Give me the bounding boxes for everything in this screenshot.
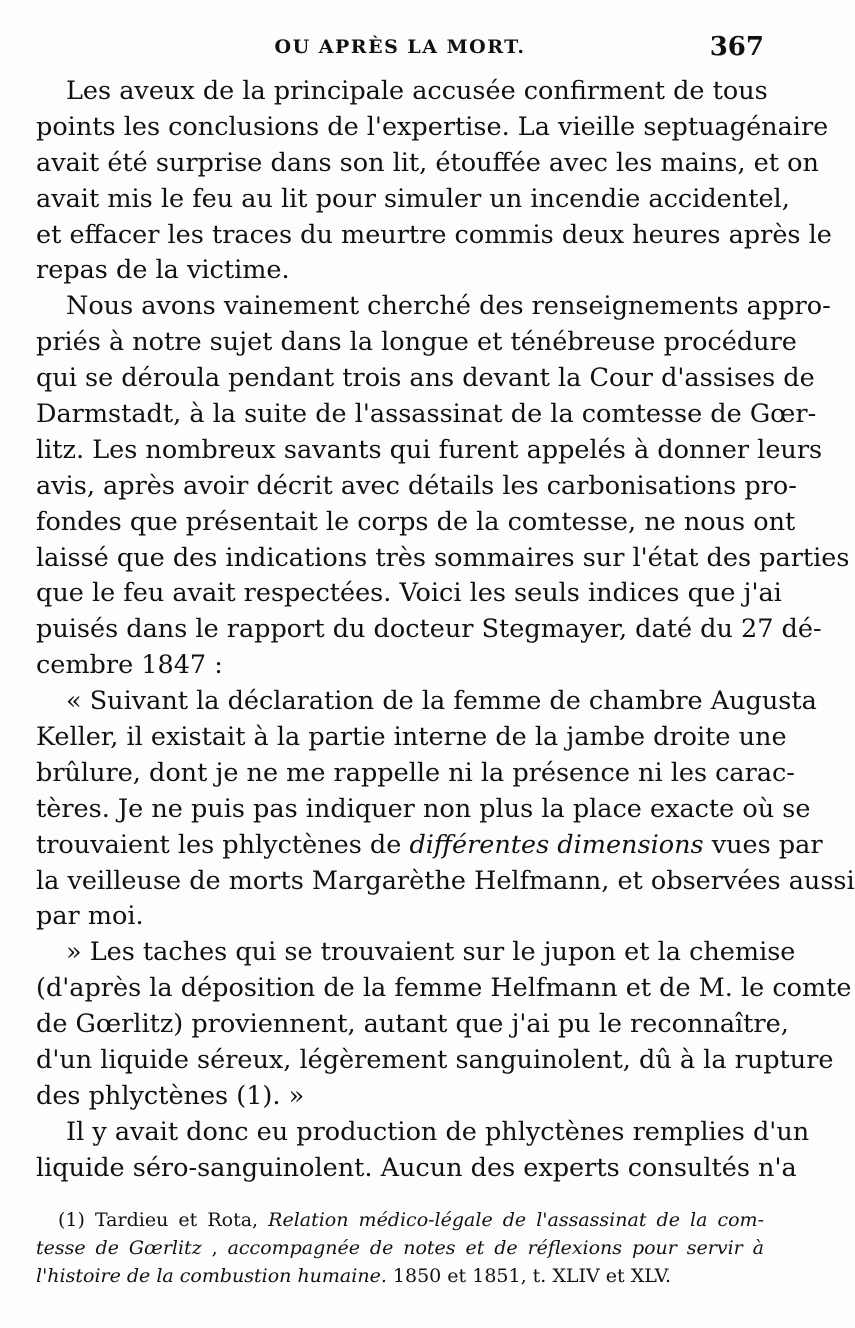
- text-line: » Les taches qui se trouvaient sur le jupon et la chemise: [66, 937, 796, 968]
- text-line: par moi.: [36, 901, 144, 932]
- text-segment: vues par: [703, 829, 823, 860]
- text-segment: trouvaient les phlyctènes de: [36, 829, 410, 860]
- text-line: puisés dans le rapport du docteur Stegmayer, daté du 27 dé-: [36, 614, 822, 645]
- text-line: que le feu avait respectées. Voici les seuls indices que j'ai: [36, 578, 782, 609]
- italic-phrase: différentes dimensions: [409, 829, 704, 860]
- text-line: avait été surprise dans son lit, étouffée avec les mains, et on: [36, 147, 819, 178]
- text-line-italic: [36, 828, 823, 864]
- page-number: 367: [709, 32, 764, 62]
- text-line: cembre 1847 :: [36, 650, 223, 681]
- text-line: des phlyctènes (1). »: [36, 1080, 305, 1111]
- footnote-title: accompagnée de notes et de réflexions pour servir à: [227, 1237, 764, 1259]
- text-line: Darmstadt, à la suite de l'assassinat de la comtesse de Gœr-: [36, 399, 817, 430]
- text-line: « Suivant la déclaration de la femme de chambre Augusta: [66, 686, 817, 717]
- footnote-line: [36, 1206, 764, 1234]
- footnote-title: Relation médico-légale de l'assassinat de la com-: [268, 1209, 764, 1231]
- text-line: Nous avons vainement cherché des renseignements appro-: [66, 291, 831, 322]
- text-line: Il y avait donc eu production de phlyctènes remplies d'un: [66, 1116, 810, 1147]
- text-line: brûlure, dont je ne me rappelle ni la présence ni les carac-: [36, 757, 795, 788]
- text-line: litz. Les nombreux savants qui furent appelés à donner leurs: [36, 434, 823, 465]
- body-text: [36, 74, 855, 1187]
- footnote-sep: ,: [201, 1237, 228, 1259]
- text-line: et effacer les traces du meurtre commis deux heures après le: [36, 219, 832, 250]
- text-line: fondes que présentait le corps de la comtesse, ne nous ont: [36, 506, 796, 537]
- footnote-tail: 1850 et 1851, t. XLIV et XLV.: [386, 1265, 672, 1287]
- text-line: repas de la victime.: [36, 255, 290, 286]
- text-line: d'un liquide séreux, légèrement sanguinolent, dû à la rupture: [36, 1045, 834, 1076]
- text-line: liquide séro-sanguinolent. Aucun des experts consultés n'a: [36, 1152, 797, 1183]
- footnote-marker: (1) Tardieu et Rota,: [58, 1209, 269, 1231]
- footnote: [36, 1206, 764, 1290]
- footnote-title: tesse de Gœrlitz: [36, 1237, 202, 1259]
- footnote-line: [36, 1234, 764, 1262]
- footnote-line: [36, 1262, 764, 1290]
- text-line: qui se déroula pendant trois ans devant la Cour d'assises de: [36, 363, 815, 394]
- text-line: laissé que des indications très sommaires sur l'état des parties: [36, 542, 850, 573]
- text-line: priés à notre sujet dans la longue et ténébreuse procédure: [36, 327, 797, 358]
- text-line: avait mis le feu au lit pour simuler un incendie accidentel,: [36, 183, 790, 214]
- text-line: points les conclusions de l'expertise. La vieille septuagénaire: [36, 111, 829, 142]
- text-line: Keller, il existait à la partie interne de la jambe droite une: [36, 722, 787, 753]
- page-header: [0, 34, 800, 64]
- text-line: de Gœrlitz) proviennent, autant que j'ai pu le reconnaître,: [36, 1009, 789, 1040]
- text-line: Les aveux de la principale accusée confirment de tous: [66, 76, 768, 106]
- footnote-title: l'histoire de la combustion humaine.: [36, 1265, 387, 1287]
- text-line: tères. Je ne puis pas indiquer non plus la place exacte où se: [36, 793, 811, 824]
- text-line: la veilleuse de morts Margarèthe Helfmann, et observées aussi: [36, 865, 855, 896]
- text-line: (d'après la déposition de la femme Helfmann et de M. le comte: [36, 973, 852, 1004]
- text-line: avis, après avoir décrit avec détails les carbonisations pro-: [36, 470, 797, 501]
- running-title: OU APRÈS LA MORT.: [274, 36, 526, 58]
